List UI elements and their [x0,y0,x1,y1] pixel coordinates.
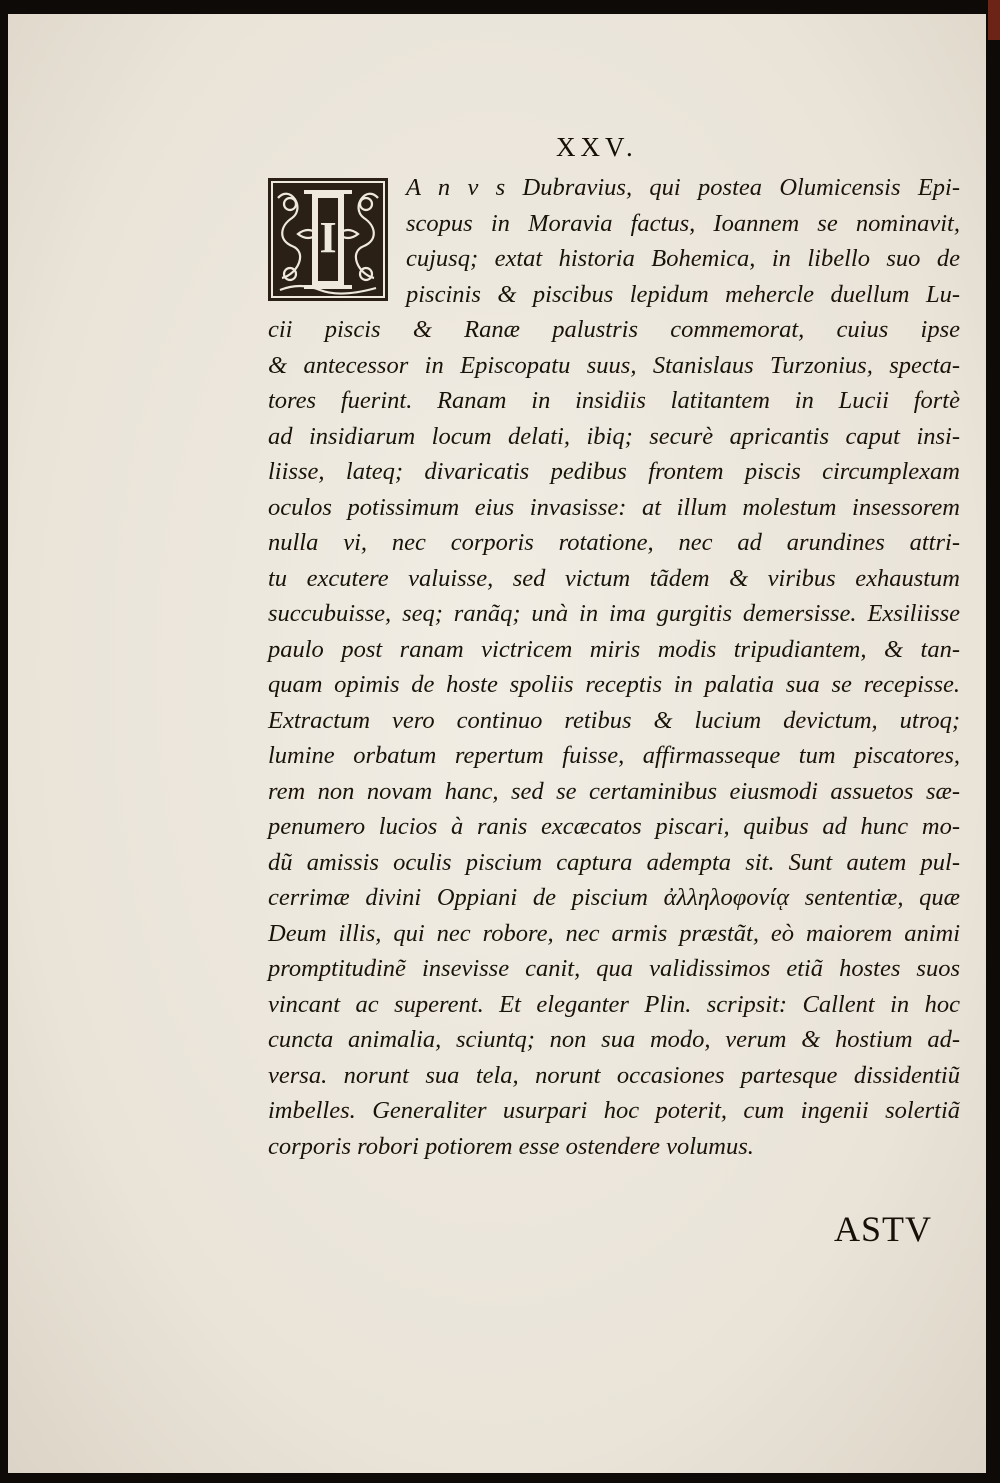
text-line: liisse, lateq; divaricatis pedibus frontem piscis circumplexam [268,458,960,485]
text-line: A n v s Dubravius, qui postea Olumicensis Epi- [406,174,960,201]
catchword: ASTV [834,1209,933,1249]
text-line: rem non novam hanc, sed se certaminibus eiusmodi assuetos sæ- [268,777,960,805]
body-text [268,170,960,1164]
svg-text:I: I [319,213,337,262]
text-line: dũ amissis oculis piscium captura adempta sit. Sunt autem pul- [268,848,960,876]
text-line: quam opimis de hoste spoliis receptis in palatia sua se recepisse. [268,671,960,698]
text-line: tu excutere valuisse, sed victum tãdem & viribus exhaustum [268,564,960,592]
text-line: ad insidiarum locum delati, ibiq; securè apricantis caput insi- [268,422,960,450]
text-line: cerrimæ divini Oppiani de piscium ἀλληλοφονίᾳ sententiæ, quæ [268,884,960,911]
text-line: Deum illis, qui nec robore, nec armis præstãt, eò maiorem animi [268,919,960,947]
text-line: penumero lucios à ranis excæcatos piscari, quibus ad hunc mo- [268,813,960,840]
text-line: cuncta animalia, sciuntq; non sua modo, verum & hostium ad- [268,1026,960,1053]
text-line: succubuisse, seq; ranãq; unà in ima gurgitis demersisse. Exsiliisse [268,600,960,627]
text-line: piscinis & piscibus lepidum mehercle duellum Lu- [406,280,960,308]
text-line: imbelles. Generaliter usurpari hoc poterit, cum ingenii solertiã [268,1097,960,1124]
text-line: corporis robori potiorem esse ostendere volumus. [268,1132,754,1160]
text-line: oculos potissimum eius invasisse: at illum molestum insessorem [268,493,960,521]
text-line: versa. norunt sua tela, norunt occasiones partesque dissidentiũ [268,1061,960,1089]
text-line: paulo post ranam victricem miris modis tripudiantem, & tan- [268,635,960,663]
text-line: nulla vi, nec corporis rotatione, nec ad arundines attri- [268,529,960,556]
text-line: Extractum vero continuo retibus & lucium devictum, utroq; [268,706,960,734]
page-edge-tab [988,0,1000,40]
folio-number: XXV. [556,132,638,162]
text-line: lumine orbatum repertum fuisse, affirmasseque tum piscatores, [268,742,960,769]
text-line: cujusq; extat historia Bohemica, in libello suo de [406,245,960,272]
text-line: scopus in Moravia factus, Ioannem se nominavit, [406,209,960,237]
text-line: & antecessor in Episcopatu suus, Stanislaus Turzonius, specta- [268,351,960,379]
text-line: vincant ac superent. Et eleganter Plin. scripsit: Callent in hoc [268,990,960,1018]
text-line: promptitudinẽ insevisse canit, qua validissimos etiã hostes suos [268,955,960,982]
text-line: cii piscis & Ranæ palustris commemorat, cuius ipse [268,316,960,343]
text-line: tores fuerint. Ranam in insidiis latitantem in Lucii fortè [268,387,960,414]
